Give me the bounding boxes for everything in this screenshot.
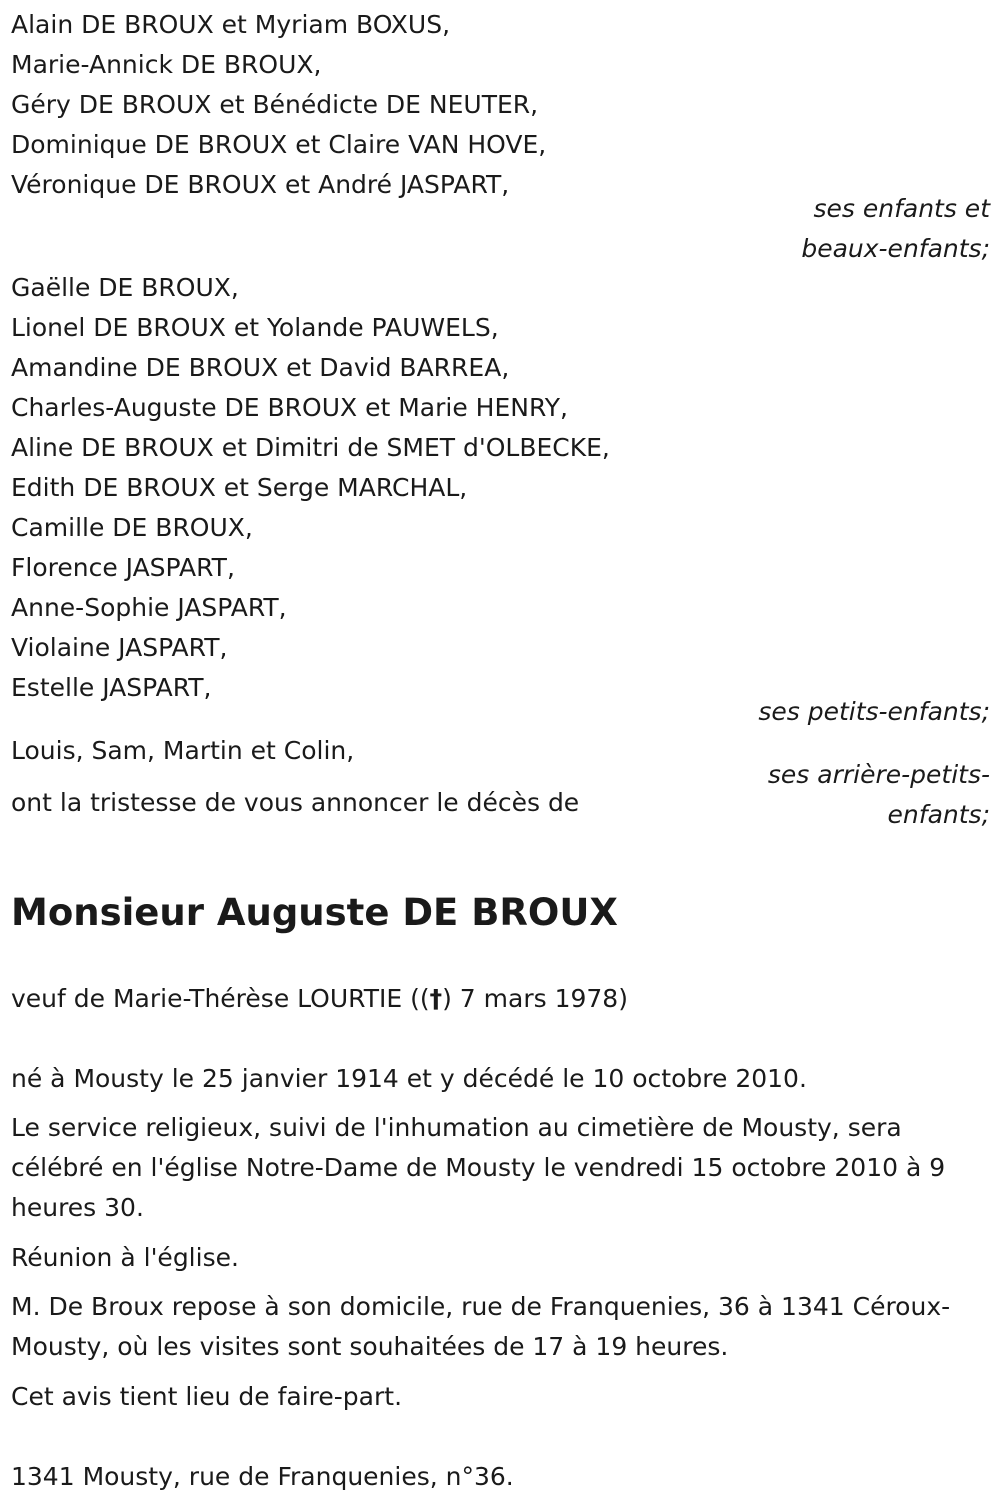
grandchildren-role: ses petits-enfants;	[758, 697, 990, 726]
grandchild-line-11: Estelle JASPART,	[11, 673, 212, 702]
grandchild-line-6: Edith DE BROUX et Serge MARCHAL,	[11, 473, 468, 502]
grandchild-line-10: Violaine JASPART,	[11, 633, 228, 662]
grandchild-line-5: Aline DE BROUX et Dimitri de SMET d'OLBECKE,	[11, 433, 610, 462]
widower-suffix: ) 7 mars 1978)	[442, 984, 628, 1013]
widower-line	[11, 984, 628, 1014]
widower-prefix: veuf de Marie-Thérèse LOURTIE ((	[11, 984, 430, 1013]
family-line-2: Marie-Annick DE BROUX,	[11, 50, 322, 79]
cross-icon: †	[429, 984, 443, 1013]
grandchild-line-7: Camille DE BROUX,	[11, 513, 253, 542]
service-paragraph: Le service religieux, suivi de l'inhumation au cimetière de Mousty, sera célébré en l'église Notre-Dame de Mousty le vendredi 15 octobre 2010 à 9 heures 30.	[11, 1113, 946, 1222]
visits-paragraph: M. De Broux repose à son domicile, rue de Franquenies, 36 à 1341 Céroux-Mousty, où les visites sont souhaitées de 17 à 19 heures.	[11, 1292, 951, 1361]
family-line-4: Dominique DE BROUX et Claire VAN HOVE,	[11, 130, 547, 159]
great-grandchildren-role-line-1: ses arrière-petits-	[767, 760, 990, 789]
birth-death-line: né à Mousty le 25 janvier 1914 et y décédé le 10 octobre 2010.	[11, 1064, 807, 1093]
reunion-line: Réunion à l'église.	[11, 1243, 239, 1272]
grandchild-line-8: Florence JASPART,	[11, 553, 235, 582]
great-grandchildren-role-line-2: enfants;	[887, 800, 990, 829]
children-role-line-2: beaux-enfants;	[801, 234, 990, 263]
deceased-name: Monsieur Auguste DE BROUX	[11, 891, 618, 934]
grandchild-line-3: Amandine DE BROUX et David BARREA,	[11, 353, 510, 382]
children-role-line-1: ses enfants et	[813, 194, 990, 223]
announcement-text: ont la tristesse de vous annoncer le décès de	[11, 788, 580, 817]
family-line-5: Véronique DE BROUX et André JASPART,	[11, 170, 510, 199]
notice-line: Cet avis tient lieu de faire-part.	[11, 1382, 403, 1411]
grandchild-line-1: Gaëlle DE BROUX,	[11, 273, 239, 302]
family-line-1: Alain DE BROUX et Myriam BOXUS,	[11, 10, 451, 39]
grandchild-line-2: Lionel DE BROUX et Yolande PAUWELS,	[11, 313, 499, 342]
family-line-3: Géry DE BROUX et Bénédicte DE NEUTER,	[11, 90, 539, 119]
address-line: 1341 Mousty, rue de Franquenies, n°36.	[11, 1462, 514, 1491]
grandchild-line-9: Anne-Sophie JASPART,	[11, 593, 287, 622]
grandchild-line-4: Charles-Auguste DE BROUX et Marie HENRY,	[11, 393, 568, 422]
great-grandchildren-line: Louis, Sam, Martin et Colin,	[11, 736, 355, 765]
